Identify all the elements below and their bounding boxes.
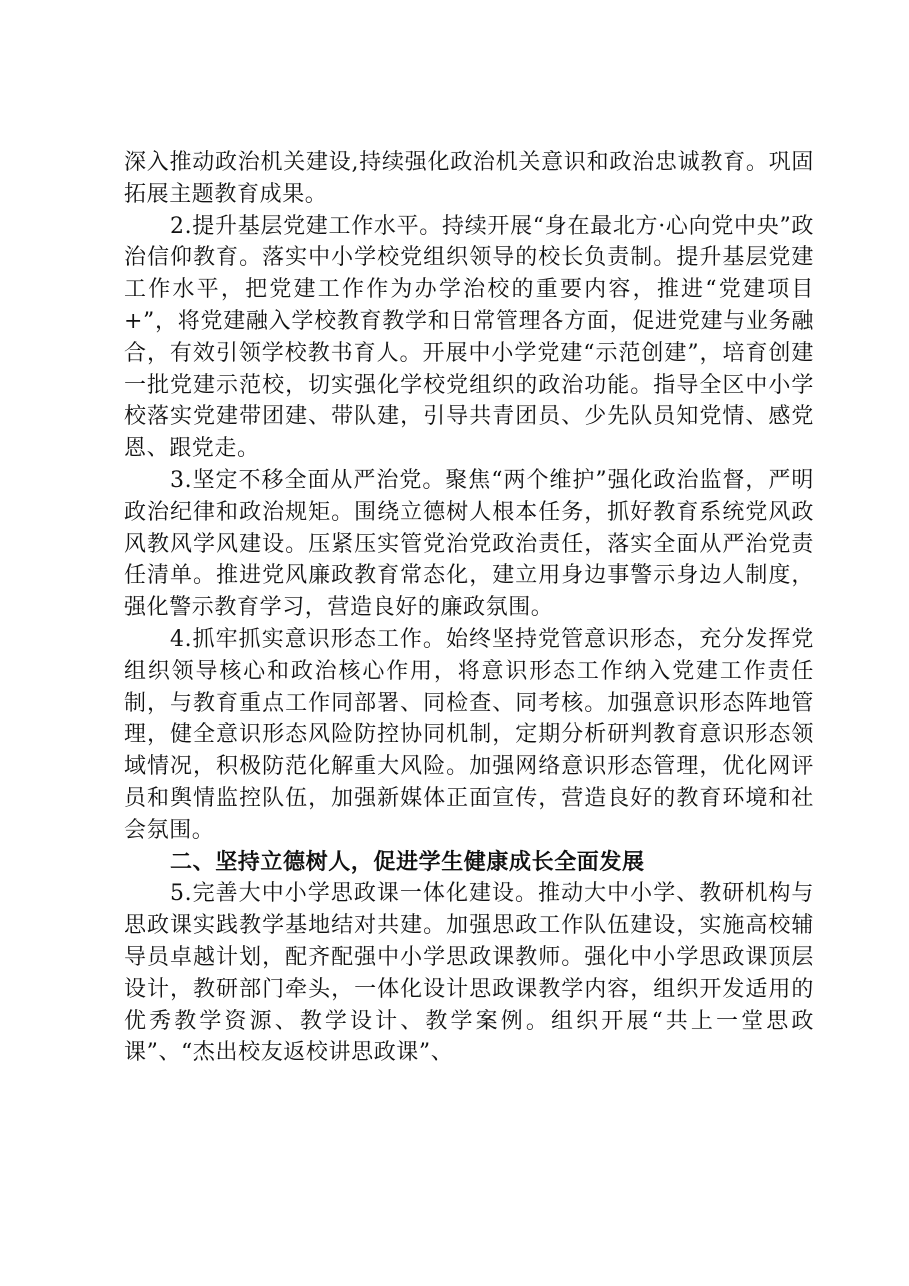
paragraph-item-3: 3.坚定不移全面从严治党。聚焦“两个维护”强化政治监督，严明政治纪律和政治规矩。围绕立德树人根本任务，抓好教育系统党风政风教风学风建设。压紧压实管党治党政治责任，落实全面从严治党责任清单。推进党风廉政教育常态化，建立用身边事警示身边人制度，强化警示教育学习，营造良好的廉政氛围。: [124, 467, 814, 621]
paragraph-item-5: 5.完善大中小学思政课一体化建设。推动大中小学、教研机构与思政课实践教学基地结对共建。加强思政工作队伍建设，实施高校辅导员卓越计划，配齐配强中小学思政课教师。强化中小学思政课顶层设计，教研部门牵头，一体化设计思政课教学内容，组织开发适用的优秀教学资源、教学设计、教学案例。组织开展“共上一堂思政课”、“杰出校友返校讲思政课”、: [124, 881, 814, 1066]
paragraph-item-4: 4.抓牢抓实意识形态工作。始终坚持党管意识形态，充分发挥党组织领导核心和政治核心作用，将意识形态工作纳入党建工作责任制，与教育重点工作同部署、同检查、同考核。加强意识形态阵地管理，健全意识形态风险防控协同机制，定期分析研判教育意识形态领域情况，积极防范化解重大风险。加强网络意识形态管理，优化网评员和舆情监控队伍，加强新媒体正面宣传，营造良好的教育环境和社会氛围。: [124, 626, 814, 843]
document-page: [124, 147, 814, 1069]
section-heading-2: 二、坚持立德树人，促进学生健康成长全面发展: [170, 849, 645, 875]
paragraph-continuation: 深入推动政治机关建设,持续强化政治机关意识和政治忠诚教育。巩固拓展主题教育成果。: [124, 150, 814, 207]
paragraph-item-2: 2.提升基层党建工作水平。持续开展“身在最北方·心向党中央”政治信仰教育。落实中小学校党组织领导的校长负责制。提升基层党建工作水平，把党建工作作为办学治校的重要内容，推进“党建项目+”，将党建融入学校教育教学和日常管理各方面，促进党建与业务融合，有效引领学校教书育人。开展中小学党建“示范创建”，培育创建一批党建示范校，切实强化学校党组织的政治功能。指导全区中小学校落实党建带团建、带队建，引导共青团员、少先队员知党情、感党恩、跟党走。: [124, 213, 814, 462]
